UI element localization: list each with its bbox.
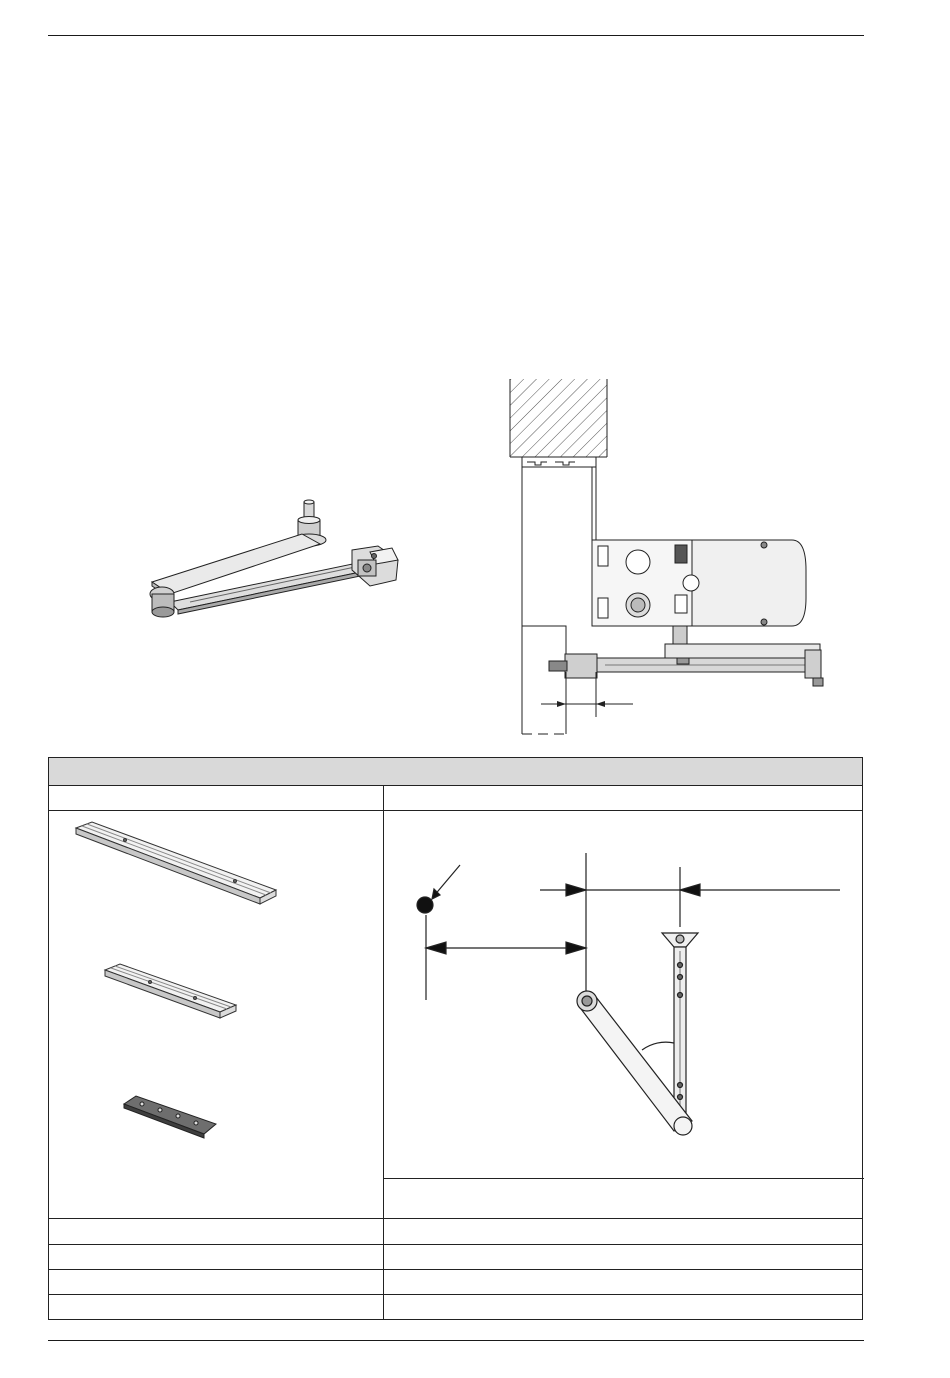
guide-rail-short-icon: [105, 964, 236, 1018]
mounting-plate: [120, 1090, 220, 1140]
door-drive-section-drawing-icon: [510, 379, 823, 734]
mounting-plate-icon: [124, 1096, 216, 1138]
guide-rail-long-icon: [76, 822, 276, 904]
subheader-divider: [49, 810, 862, 811]
swing-arm-illustration: [130, 490, 420, 630]
table-header: [49, 758, 862, 786]
caption-divider: [383, 1178, 864, 1179]
guide-rail-short: [100, 960, 240, 1020]
row-divider-1: [49, 1218, 862, 1219]
guide-rail-long: [70, 818, 280, 908]
swing-arm-linkage-icon: [150, 500, 398, 617]
arm-geometry-diagram-icon: [417, 853, 840, 1135]
column-divider: [383, 786, 384, 1320]
installation-section-drawing: [505, 372, 835, 747]
row-divider-3: [49, 1269, 862, 1270]
arm-dimension-diagram: [400, 845, 850, 1145]
row-divider-2: [49, 1244, 862, 1245]
row-divider-4: [49, 1294, 862, 1295]
footer-rule: [48, 1340, 864, 1341]
header-rule: [48, 35, 864, 36]
